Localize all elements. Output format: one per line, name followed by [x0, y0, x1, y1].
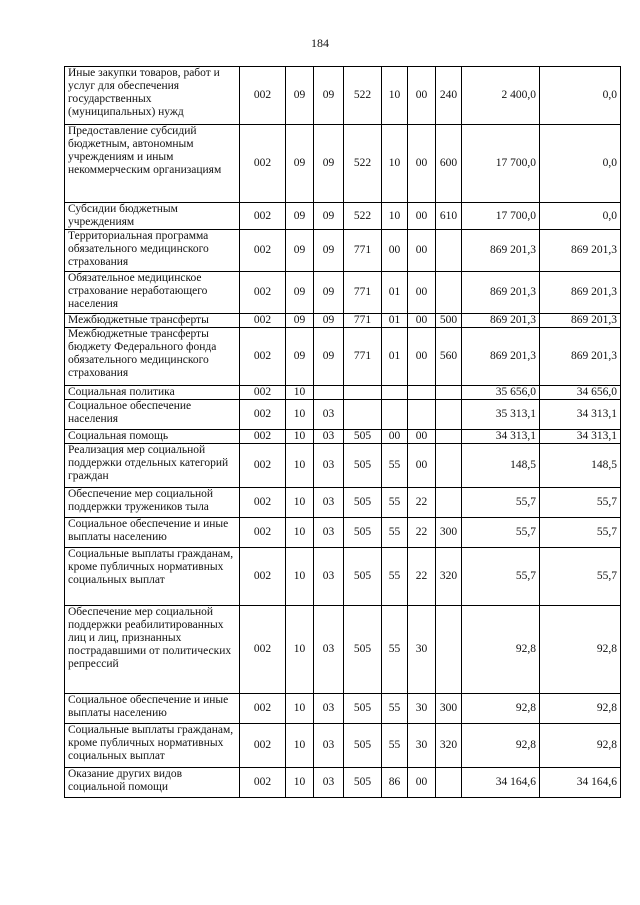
program-code: 505: [344, 724, 382, 768]
ministry-code: 002: [240, 400, 286, 430]
section-code: 10: [286, 768, 314, 798]
program-code: 505: [344, 768, 382, 798]
subprogram-code: 55: [382, 606, 408, 694]
expense-kind-code: 240: [436, 67, 462, 125]
program-code: 505: [344, 430, 382, 444]
subsection-code: 09: [314, 230, 344, 272]
subsection-code: 03: [314, 488, 344, 518]
row-name: Оказание других видов социальной помощи: [65, 768, 240, 798]
amount-1: 35 656,0: [462, 386, 540, 400]
section-code: 10: [286, 386, 314, 400]
expense-kind-code: 500: [436, 314, 462, 328]
subprogram-code: 10: [382, 203, 408, 230]
subprogram-code: 01: [382, 272, 408, 314]
program-code: 505: [344, 606, 382, 694]
expense-kind-code: 300: [436, 518, 462, 548]
table-row: [65, 694, 621, 724]
ministry-code: 002: [240, 548, 286, 606]
ministry-code: 002: [240, 386, 286, 400]
item-code: 00: [408, 67, 436, 125]
subsection-code: 09: [314, 328, 344, 386]
item-code: 00: [408, 768, 436, 798]
ministry-code: 002: [240, 724, 286, 768]
ministry-code: 002: [240, 488, 286, 518]
section-code: 10: [286, 548, 314, 606]
program-code: 505: [344, 488, 382, 518]
row-name: Обеспечение мер социальной поддержки тружеников тыла: [65, 488, 240, 518]
section-code: 10: [286, 724, 314, 768]
program-code: 771: [344, 230, 382, 272]
table-row: [65, 203, 621, 230]
ministry-code: 002: [240, 768, 286, 798]
expense-kind-code: 560: [436, 328, 462, 386]
row-name: Межбюджетные трансферты бюджету Федерального фонда обязательного медицинского страхования: [65, 328, 240, 386]
amount-1: 92,8: [462, 694, 540, 724]
expense-kind-code: 300: [436, 694, 462, 724]
amount-2: 55,7: [540, 548, 621, 606]
item-code: 30: [408, 724, 436, 768]
amount-1: 92,8: [462, 724, 540, 768]
table-row: [65, 400, 621, 430]
amount-2: 55,7: [540, 488, 621, 518]
ministry-code: 002: [240, 314, 286, 328]
row-name: Социальная помощь: [65, 430, 240, 444]
subsection-code: 03: [314, 724, 344, 768]
expense-kind-code: [436, 400, 462, 430]
section-code: 10: [286, 518, 314, 548]
program-code: 505: [344, 518, 382, 548]
amount-1: 55,7: [462, 518, 540, 548]
budget-table: [64, 66, 621, 798]
expense-kind-code: 320: [436, 548, 462, 606]
amount-1: 2 400,0: [462, 67, 540, 125]
subprogram-code: 55: [382, 444, 408, 488]
row-name: Иные закупки товаров, работ и услуг для обеспечения государственных (муниципальных) нужд: [65, 67, 240, 125]
section-code: 10: [286, 430, 314, 444]
subsection-code: 09: [314, 125, 344, 203]
amount-2: 869 201,3: [540, 230, 621, 272]
item-code: 00: [408, 125, 436, 203]
row-name: Предоставление субсидий бюджетным, автономным учреждениям и иным некоммерческим организациям: [65, 125, 240, 203]
amount-1: 869 201,3: [462, 230, 540, 272]
subprogram-code: 55: [382, 518, 408, 548]
subsection-code: 03: [314, 694, 344, 724]
expense-kind-code: [436, 430, 462, 444]
ministry-code: 002: [240, 67, 286, 125]
section-code: 10: [286, 444, 314, 488]
amount-1: 17 700,0: [462, 125, 540, 203]
subprogram-code: 55: [382, 488, 408, 518]
row-name: Социальные выплаты гражданам, кроме публичных нормативных социальных выплат: [65, 724, 240, 768]
subprogram-code: 55: [382, 724, 408, 768]
amount-2: 148,5: [540, 444, 621, 488]
table-row: [65, 768, 621, 798]
table-row: [65, 430, 621, 444]
section-code: 09: [286, 125, 314, 203]
subsection-code: 03: [314, 548, 344, 606]
subsection-code: 03: [314, 518, 344, 548]
subsection-code: 03: [314, 444, 344, 488]
item-code: 22: [408, 488, 436, 518]
amount-2: 34 164,6: [540, 768, 621, 798]
item-code: [408, 386, 436, 400]
ministry-code: 002: [240, 444, 286, 488]
expense-kind-code: [436, 230, 462, 272]
expense-kind-code: [436, 272, 462, 314]
ministry-code: 002: [240, 606, 286, 694]
section-code: 10: [286, 694, 314, 724]
section-code: 09: [286, 230, 314, 272]
expense-kind-code: [436, 488, 462, 518]
amount-1: 869 201,3: [462, 328, 540, 386]
subsection-code: 03: [314, 400, 344, 430]
program-code: [344, 400, 382, 430]
item-code: 30: [408, 606, 436, 694]
row-name: Социальные выплаты гражданам, кроме публичных нормативных социальных выплат: [65, 548, 240, 606]
amount-2: 0,0: [540, 125, 621, 203]
table-row: [65, 67, 621, 125]
subprogram-code: 00: [382, 430, 408, 444]
amount-1: 35 313,1: [462, 400, 540, 430]
section-code: 10: [286, 400, 314, 430]
row-name: Обеспечение мер социальной поддержки реабилитированных лиц и лиц, признанных пострадавшими от политических репрессий: [65, 606, 240, 694]
amount-1: 92,8: [462, 606, 540, 694]
program-code: 505: [344, 548, 382, 606]
subsection-code: 03: [314, 606, 344, 694]
expense-kind-code: [436, 768, 462, 798]
subsection-code: 09: [314, 67, 344, 125]
expense-kind-code: 600: [436, 125, 462, 203]
table-row: [65, 724, 621, 768]
subprogram-code: 00: [382, 230, 408, 272]
amount-2: 92,8: [540, 724, 621, 768]
amount-1: 17 700,0: [462, 203, 540, 230]
ministry-code: 002: [240, 518, 286, 548]
amount-1: 869 201,3: [462, 314, 540, 328]
ministry-code: 002: [240, 125, 286, 203]
table-row: [65, 328, 621, 386]
row-name: Социальная политика: [65, 386, 240, 400]
expense-kind-code: [436, 444, 462, 488]
program-code: 522: [344, 125, 382, 203]
table-row: [65, 272, 621, 314]
item-code: 22: [408, 548, 436, 606]
subprogram-code: 55: [382, 548, 408, 606]
amount-1: 34 313,1: [462, 430, 540, 444]
program-code: 522: [344, 67, 382, 125]
subprogram-code: 10: [382, 125, 408, 203]
program-code: 505: [344, 444, 382, 488]
row-name: Социальное обеспечение населения: [65, 400, 240, 430]
program-code: 771: [344, 314, 382, 328]
section-code: 09: [286, 314, 314, 328]
amount-2: 55,7: [540, 518, 621, 548]
expense-kind-code: 610: [436, 203, 462, 230]
expense-kind-code: [436, 606, 462, 694]
amount-2: 34 656,0: [540, 386, 621, 400]
row-name: Социальное обеспечение и иные выплаты населению: [65, 694, 240, 724]
subsection-code: 09: [314, 314, 344, 328]
program-code: 522: [344, 203, 382, 230]
row-name: Социальное обеспечение и иные выплаты населению: [65, 518, 240, 548]
amount-1: 55,7: [462, 548, 540, 606]
item-code: 00: [408, 272, 436, 314]
subprogram-code: [382, 386, 408, 400]
table-row: [65, 314, 621, 328]
subprogram-code: 01: [382, 314, 408, 328]
program-code: [344, 386, 382, 400]
section-code: 09: [286, 203, 314, 230]
expense-kind-code: 320: [436, 724, 462, 768]
item-code: [408, 400, 436, 430]
row-name: Обязательное медицинское страхование неработающего населения: [65, 272, 240, 314]
ministry-code: 002: [240, 203, 286, 230]
amount-2: 869 201,3: [540, 328, 621, 386]
row-name: Межбюджетные трансферты: [65, 314, 240, 328]
table-row: [65, 230, 621, 272]
row-name: Территориальная программа обязательного медицинского страхования: [65, 230, 240, 272]
item-code: 00: [408, 314, 436, 328]
section-code: 10: [286, 488, 314, 518]
table-row: [65, 125, 621, 203]
table-row: [65, 488, 621, 518]
table-row: [65, 606, 621, 694]
ministry-code: 002: [240, 328, 286, 386]
table-row: [65, 386, 621, 400]
amount-2: 92,8: [540, 694, 621, 724]
section-code: 09: [286, 67, 314, 125]
program-code: 505: [344, 694, 382, 724]
ministry-code: 002: [240, 230, 286, 272]
amount-2: 869 201,3: [540, 314, 621, 328]
item-code: 00: [408, 430, 436, 444]
table-row: [65, 518, 621, 548]
amount-1: 869 201,3: [462, 272, 540, 314]
subsection-code: 03: [314, 768, 344, 798]
amount-2: 34 313,1: [540, 430, 621, 444]
subsection-code: 09: [314, 272, 344, 314]
subprogram-code: [382, 400, 408, 430]
amount-2: 869 201,3: [540, 272, 621, 314]
amount-1: 148,5: [462, 444, 540, 488]
section-code: 09: [286, 328, 314, 386]
ministry-code: 002: [240, 430, 286, 444]
amount-2: 0,0: [540, 203, 621, 230]
subsection-code: 09: [314, 203, 344, 230]
amount-1: 34 164,6: [462, 768, 540, 798]
subprogram-code: 55: [382, 694, 408, 724]
section-code: 10: [286, 606, 314, 694]
amount-2: 0,0: [540, 67, 621, 125]
item-code: 00: [408, 444, 436, 488]
item-code: 30: [408, 694, 436, 724]
subprogram-code: 01: [382, 328, 408, 386]
page-number: 184: [311, 36, 329, 50]
item-code: 00: [408, 203, 436, 230]
row-name: Субсидии бюджетным учреждениям: [65, 203, 240, 230]
subsection-code: [314, 386, 344, 400]
expense-kind-code: [436, 386, 462, 400]
subprogram-code: 86: [382, 768, 408, 798]
program-code: 771: [344, 328, 382, 386]
item-code: 00: [408, 328, 436, 386]
table-row: [65, 444, 621, 488]
subsection-code: 03: [314, 430, 344, 444]
program-code: 771: [344, 272, 382, 314]
ministry-code: 002: [240, 272, 286, 314]
ministry-code: 002: [240, 694, 286, 724]
row-name: Реализация мер социальной поддержки отдельных категорий граждан: [65, 444, 240, 488]
item-code: 00: [408, 230, 436, 272]
amount-2: 34 313,1: [540, 400, 621, 430]
section-code: 09: [286, 272, 314, 314]
item-code: 22: [408, 518, 436, 548]
amount-1: 55,7: [462, 488, 540, 518]
table-row: [65, 548, 621, 606]
subprogram-code: 10: [382, 67, 408, 125]
amount-2: 92,8: [540, 606, 621, 694]
